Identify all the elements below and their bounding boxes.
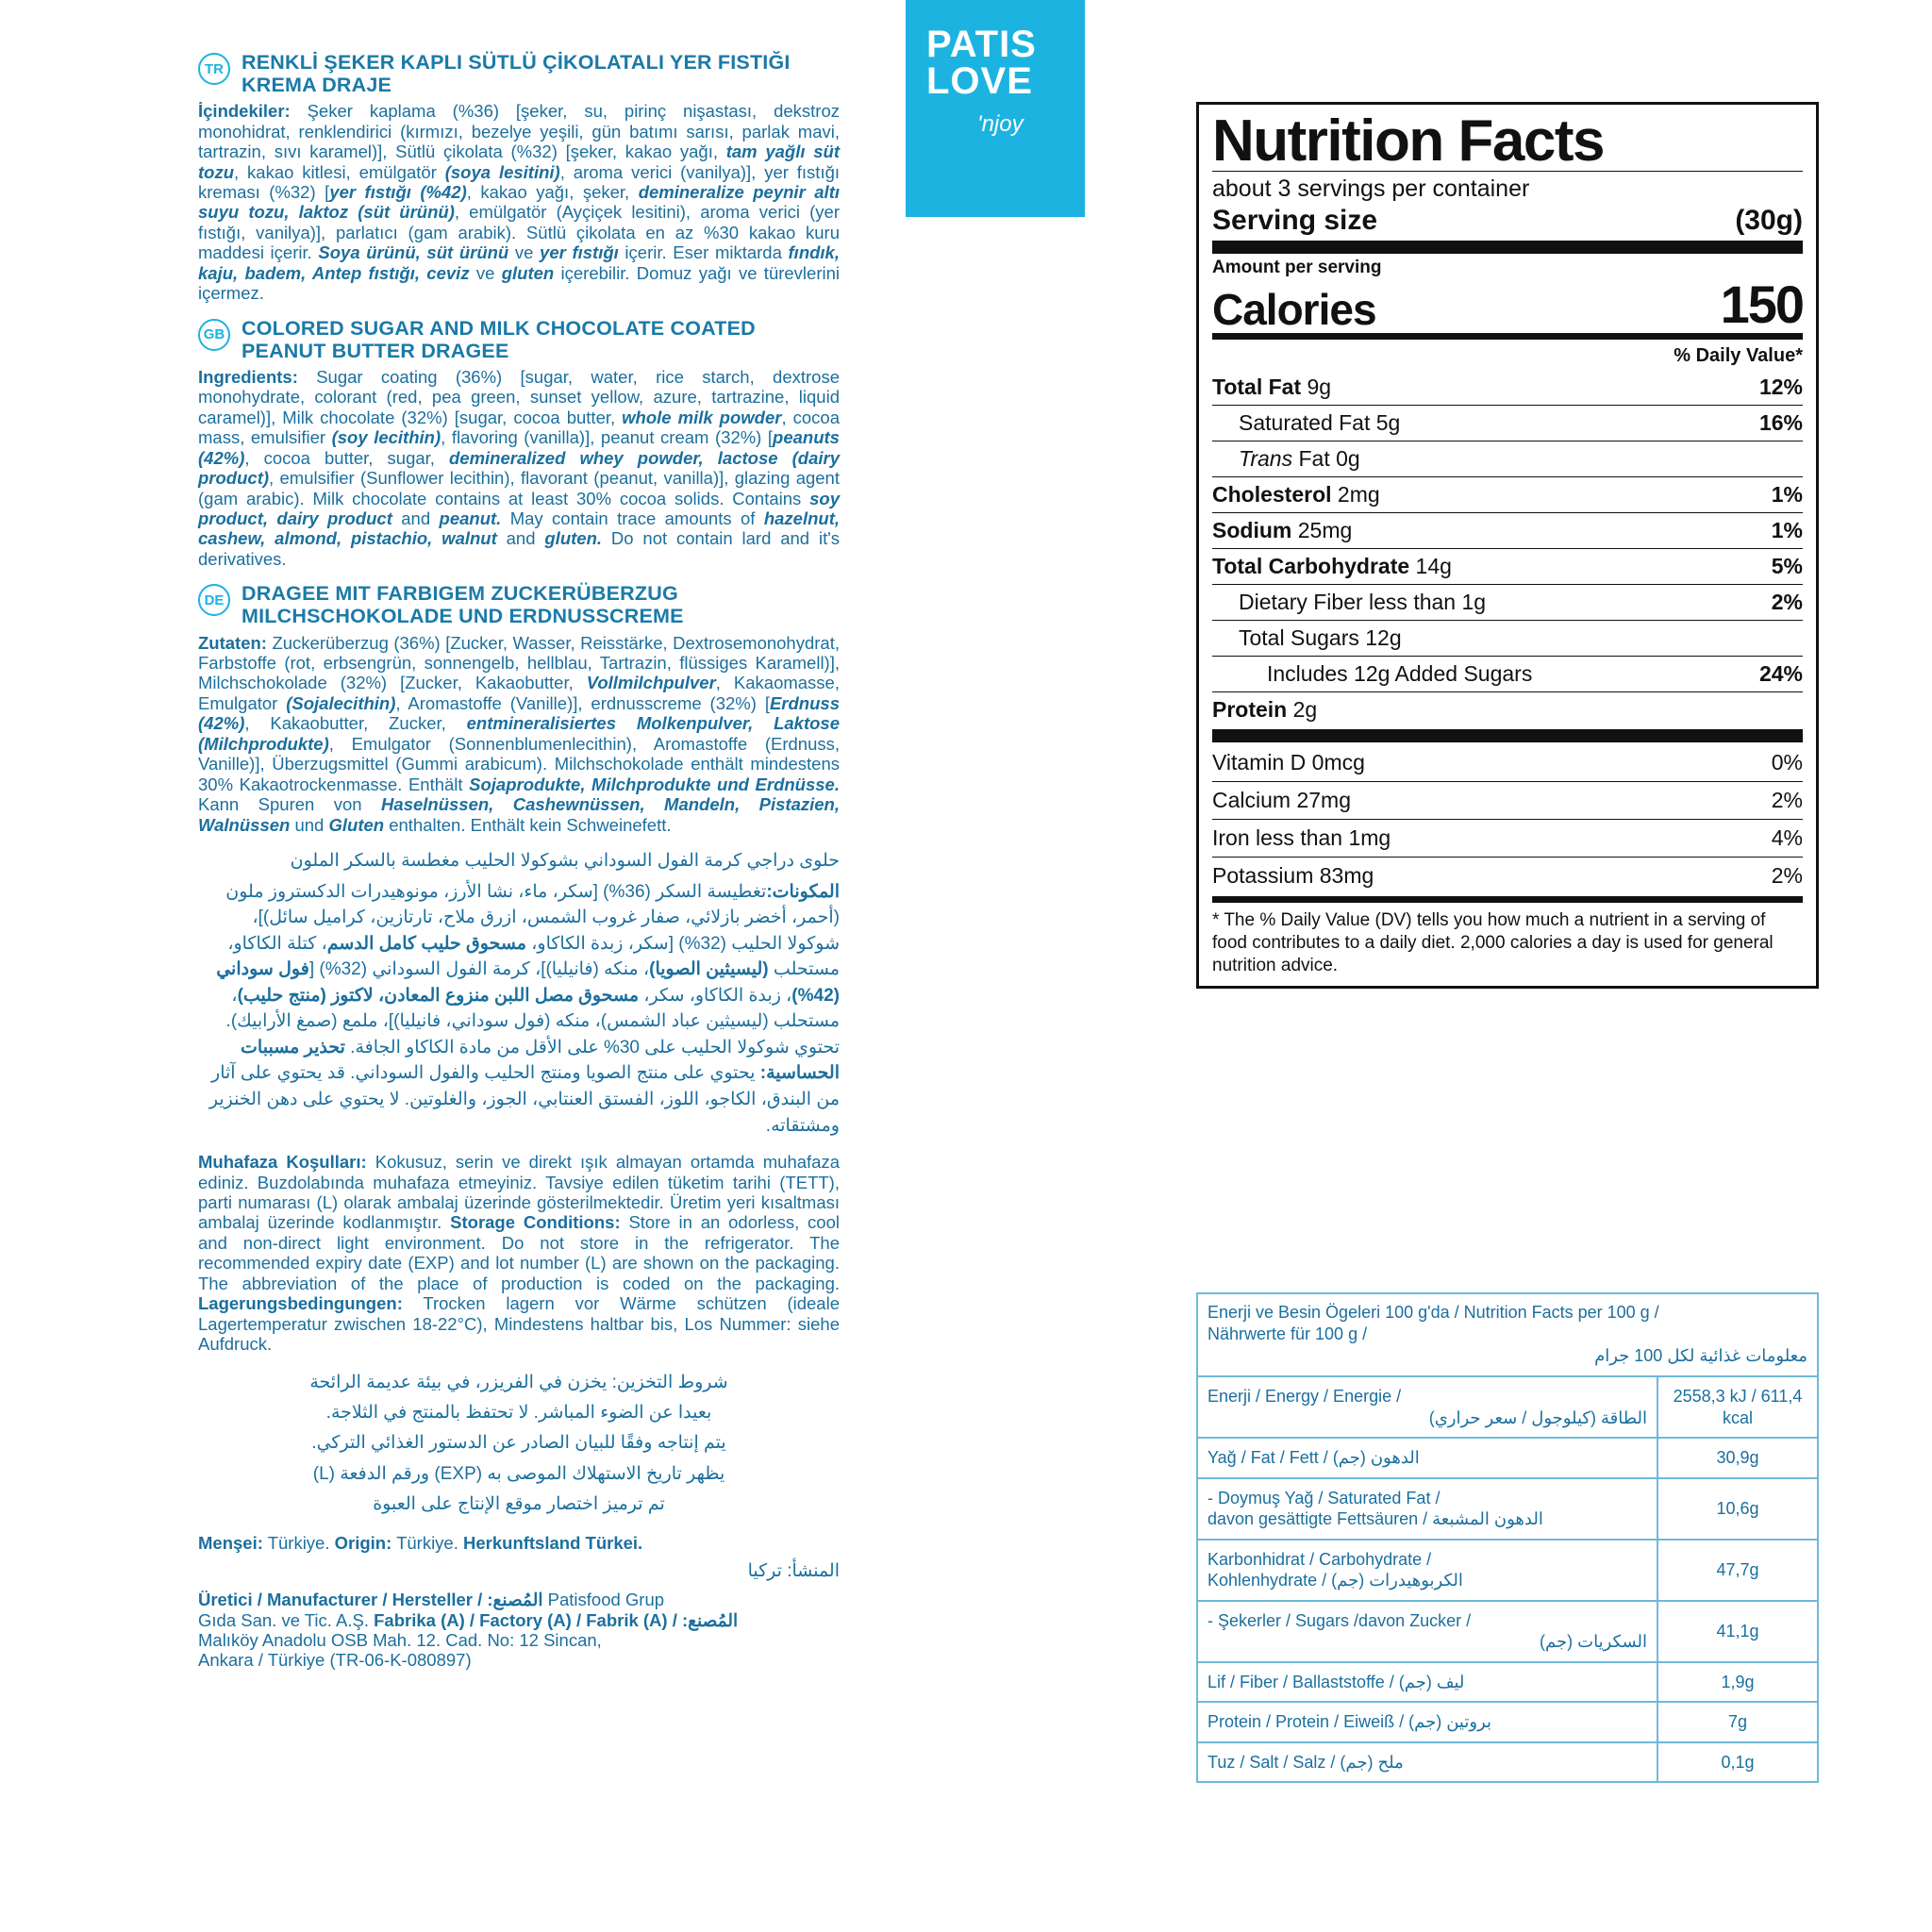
- servings-per-container: about 3 servings per container: [1212, 175, 1530, 202]
- nutrient-value-cell: 41,1g: [1657, 1602, 1817, 1661]
- table-row: [1198, 1602, 1817, 1663]
- storage-ar-line-0: شروط التخزين: يخزن في الفريزر، في بيئة عديمة الرائحة: [309, 1372, 728, 1392]
- nutrient-value-cell: 30,9g: [1657, 1439, 1817, 1477]
- table-row: [1198, 1479, 1817, 1541]
- nutrient-dv: 24%: [1758, 661, 1803, 686]
- vitamin-label: Iron less than 1mg: [1212, 825, 1391, 850]
- language-block-de: [198, 582, 840, 627]
- nutrient-row: Protein 2g: [1212, 691, 1803, 727]
- nutrient-name-line-2: الطاقة (كيلوجول / سعر حراري): [1428, 1407, 1647, 1427]
- table-row: [1198, 1703, 1817, 1743]
- daily-value-header: % Daily Value*: [1674, 345, 1803, 366]
- per-100g-header-line-2: Nährwerte für 100 g /: [1208, 1324, 1368, 1344]
- nutrient-name-cell: [1198, 1377, 1657, 1437]
- nutrient-name-cell: [1198, 1541, 1657, 1600]
- origin-text-ar: المنشأ: تركيا: [747, 1560, 840, 1581]
- brand-line-2: LOVE: [926, 60, 1033, 103]
- language-block-gb: [198, 317, 840, 362]
- storage-ar-line-4: تم ترميز اختصار موقع الإنتاج على العبوة: [373, 1493, 665, 1514]
- ingredients-text-gb: Ingredients: Sugar coating (36%) [sugar, water, rice starch, dextrose monohydrate, colorant (red, pea green, sunset yellow, azure, tartrazine, liquid caramel)], Milk chocolate (32%) [sugar, cocoa butter, whole milk powder, cocoa mass, emulsifier (soy lecithin), flavoring (vanilla)], peanut cream (32%) [peanuts (42%), cocoa butter, sugar, demineralized whey powder, lactose (dairy product), emulsifier (Sunflower lecithin), flavorant (peanut, vanilla)], glazing agent (gam arabic). Milk chocolate contains at least 30% cocoa solids. Contains soy product, dairy product and peanut. May contain trace amounts of hazelnut, cashew, almond, pistachio, walnut and gluten. Do not contain lard and it's derivatives.: [198, 366, 840, 569]
- nutrient-label: Total Sugars 12g: [1239, 625, 1402, 650]
- nutrient-value-cell: 47,7g: [1657, 1541, 1817, 1600]
- nutrient-name-line-1: Tuz / Salt / Salz / ملح (جم): [1208, 1752, 1404, 1772]
- serving-size-label: Serving size: [1212, 205, 1378, 236]
- storage-ar-line-1: بعيدا عن الضوء المباشر. لا تحتفظ بالمنتج في الثلاجة.: [325, 1402, 712, 1423]
- nutrient-name-line-1: - Şekerler / Sugars /davon Zucker /: [1208, 1610, 1472, 1630]
- nutrient-row: Total Carbohydrate 14g 5%: [1212, 548, 1803, 584]
- nutrient-name-cell: [1198, 1663, 1657, 1702]
- nutrient-dv: 5%: [1771, 554, 1803, 578]
- nutrient-name-cell: [1198, 1703, 1657, 1741]
- amount-per-serving-label: Amount per serving: [1212, 258, 1382, 277]
- nutrient-value-cell: 0,1g: [1657, 1743, 1817, 1782]
- serving-size-value: (30g): [1735, 205, 1803, 236]
- table-row: [1198, 1743, 1817, 1782]
- vitamin-dv: 2%: [1771, 863, 1803, 888]
- nutrient-dv: 1%: [1771, 482, 1803, 507]
- nutrient-name-line-1: Yağ / Fat / Fett / (جم) الدهون: [1208, 1448, 1420, 1468]
- nutrient-name-line-2: السكريات (جم): [1540, 1632, 1647, 1652]
- nutrient-name-line-1: Lif / Fiber / Ballaststoffe / ليف (جم): [1208, 1672, 1465, 1691]
- product-title-de: DRAGEE MIT FARBIGEM ZUCKERÜBERZUG MILCHSCHOKOLADE UND ERDNUSSCREME: [242, 582, 684, 628]
- vitamin-row: [1212, 857, 1803, 894]
- nutrient-row: Cholesterol 2mg 1%: [1212, 476, 1803, 512]
- table-row: [1198, 1439, 1817, 1479]
- nutrient-row: Sodium 25mg 1%: [1212, 512, 1803, 548]
- nutrient-row: Trans Fat 0g: [1212, 441, 1803, 476]
- ingredients-text-ar: المكونات:تغطيسة السكر (36%) [سكر، ماء، نشا الأرز، مونوهيدرات الدكستروز ملون (أحمر، أخضر بازلائي، صفار غروب الشمس، ازرق ملاح، تارتازين، كراميل سائل)]، شوكولا الحليب (32%) [سكر، زبدة الكاكاو، مسحوق حليب كامل الدسم، كتلة الكاكاو، مستحلب (ليسيثين الصويا)، منكه (فانيليا)]، كرمة الفول السوداني (32%) [فول سوداني (42%)، زبدة الكاكاو، سكر، مسحوق مصل اللبن منزوع المعادن، لاكتوز (منتج حليب)، مستحلب (ليسيثين عباد الشمس)، منكه (فول سوداني، فانيليا)]، ملمع (صمغ الأرابيك). تحتوي شوكولا الحليب على 30% على الأقل من مادة الكاكاو الجافة. تحذير مسببات الحساسية: يحتوي على منتج الصويا ومنتج الحليب والفول السوداني. قد يحتوي على آثار من البندق، الكاجو، اللوز، الفستق العنتابي، الجوز، والغلوتين. لا يحتوي على دهن الخنزير ومشتقاته.: [208, 881, 840, 1136]
- per-100g-table-header: [1198, 1294, 1817, 1377]
- brand-line-1: PATIS: [926, 24, 1037, 65]
- nutrient-dv: 1%: [1771, 518, 1803, 542]
- brand-tagline: 'njoy: [977, 111, 1024, 138]
- nutrient-value-cell: 7g: [1657, 1703, 1817, 1741]
- serving-size-row: [1212, 205, 1803, 237]
- vitamin-row: [1212, 819, 1803, 857]
- nutrient-label: Includes 12g Added Sugars: [1267, 661, 1533, 686]
- origin-text: Menşei: Türkiye. Origin: Türkiye. Herkunftsland Türkei.: [198, 1533, 643, 1554]
- ingredients-column: [198, 43, 840, 1671]
- nutrition-facts-title: Nutrition Facts: [1212, 108, 1604, 174]
- vitamin-dv: 0%: [1771, 750, 1803, 774]
- storage-conditions-text: Muhafaza Koşulları: Kokusuz, serin ve direkt ışık almayan ortamda muhafaza ediniz. Buzdolabında muhafaza etmeyiniz. Tavsiye edilen tüketim tarihi (TETT), parti numarası (L) olarak ambalaj üzerinde gösterilmektedir. Üretim yeri kısaltması ambalaj üzerinde kodlanmıştır. Storage Conditions: Store in an odorless, cool and non-direct light environment. Do not store in the refrigerator. The recommended expiry date (EXP) and lot number (L) are shown on the packaging. The abbreviation of the place of production is coded on the packaging. Lagerungsbedingungen: Trocken lagern vor Wärme schützen (ideale Lagertemperatur zwischen 18-22°C), Mindestens haltbar bis, Los Nummer: siehe Aufdruck.: [198, 1152, 840, 1355]
- calories-row: [1212, 275, 1803, 334]
- nutrient-row: [1212, 656, 1803, 691]
- nutrient-name-line-1: Enerji / Energy / Energie /: [1208, 1387, 1402, 1407]
- vitamin-rows: [1212, 744, 1803, 894]
- nutrient-value-cell: 1,9g: [1657, 1663, 1817, 1702]
- manufacturer-line-2: Gıda San. ve Tic. A.Ş. Fabrika (A) / Factory (A) / Fabrik (A) / المُصنع:: [198, 1609, 739, 1630]
- manufacturer-line-1: Üretici / Manufacturer / Hersteller / المُصنع: Patisfood Grup: [198, 1590, 665, 1610]
- language-badge-de: DE: [198, 584, 230, 616]
- language-block-tr: [198, 51, 840, 96]
- product-title-ar: حلوى دراجي كرمة الفول السوداني بشوكولا الحليب مغطسة بالسكر الملون: [290, 851, 840, 872]
- storage-ar-line-3: يظهر تاريخ الاستهلاك الموصى به (EXP) ورقم الدفعة (L): [312, 1463, 725, 1484]
- nutrient-dv: 16%: [1758, 410, 1803, 435]
- nutrient-label: Dietary Fiber less than 1g: [1239, 590, 1487, 614]
- vitamin-label: Calcium 27mg: [1212, 788, 1351, 812]
- vitamin-dv: 2%: [1771, 788, 1803, 812]
- language-badge-gb: GB: [198, 319, 230, 351]
- ingredients-text-de: Zutaten: Zuckerüberzug (36%) [Zucker, Wasser, Reisstärke, Dextrosemonohydrat, Farbstoffe (rot, erbsengrün, sonnengelb, hellblau, Tartrazin, flüssiges Karamell)], Milchschokolade (32%) [Zucker, Kakaobutter, Vollmilchpulver, Kakaomasse, Emulgator (Sojalecithin), Aromastoffe (Vanille)], erdnusscreme (32%) [Erdnuss (42%), Kakaobutter, Zucker, entmineralisiertes Molkenpulver, Laktose (Milchprodukte), Emulgator (Sonnenblumenlecithin), Aromastoffe (Erdnuss, Vanille)], Überzugsmittel (Gummi arabicum). Milchschokolade enthält mindestens 30% Kakaotrockenmasse. Enthält Sojaprodukte, Milchprodukte und Erdnüsse. Kann Spuren von Haselnüssen, Cashewnüssen, Mandeln, Pistazien, Walnüssen und Gluten enthalten. Enthält kein Schweinefett.: [198, 632, 841, 835]
- storage-ar-line-2: يتم إنتاجه وفقًا للبيان الصادر عن الدستور الغذائي التركي.: [311, 1433, 726, 1454]
- nutrient-dv: 12%: [1758, 375, 1803, 399]
- nutrient-label: Saturated Fat 5g: [1239, 410, 1401, 435]
- nutrition-facts-panel: [1196, 102, 1819, 989]
- per-100g-header-line-1: Enerji ve Besin Ögeleri 100 g'da / Nutrition Facts per 100 g /: [1208, 1303, 1659, 1322]
- table-row: [1198, 1541, 1817, 1602]
- manufacturer-block: [198, 1590, 840, 1671]
- nutrient-dv: 2%: [1771, 590, 1803, 614]
- nutrient-name-line-1: - Doymuş Yağ / Saturated Fat /: [1208, 1488, 1441, 1507]
- product-title-tr: RENKLİ ŞEKER KAPLI SÜTLÜ ÇİKOLATALI YER FISTIĞI KREMA DRAJE: [242, 51, 791, 97]
- per-100g-header-line-3-ar: معلومات غذائية لكل 100 جرام: [1594, 1346, 1807, 1366]
- manufacturer-line-3: Malıköy Anadolu OSB Mah. 12. Cad. No: 12 Sincan,: [198, 1630, 602, 1650]
- product-title-gb: COLORED SUGAR AND MILK CHOCOLATE COATED PEANUT BUTTER DRAGEE: [242, 316, 756, 362]
- calories-label: Calories: [1212, 285, 1376, 334]
- nutrient-name-line-1: Protein / Protein / Eiweiß / بروتين (جم): [1208, 1712, 1491, 1732]
- nutrient-name-cell: [1198, 1602, 1657, 1661]
- ingredients-text-tr: İçindekiler: Şeker kaplama (%36) [şeker, su, pirinç nişastası, dekstroz monohidrat, renklendirici (kırmızı, bezelye yeşili, gün batımı sarısı, parlak mavi, tartrazin, sıvı karamel)], Sütlü çikolata (%32) [şeker, kakao yağı, tam yağlı süt tozu, kakao kitlesi, emülgatör (soya lesitini), aroma verici (vanilya)], yer fıstığı kreması (%32) [yer fıstığı (%42), kakao yağı, şeker, demineralize peynir altı suyu tozu, laktoz (süt ürünü), emülgatör (Ayçiçek lesitini), aroma verici (yer fıstığı, vanilya)], parlatıcı (gam arabik). Sütlü çikolata en az %30 kakao kuru maddesi içerir. Soya ürünü, süt ürünü ve yer fıstığı içerir. Eser miktarda fındık, kaju, badem, Antep fıstığı, ceviz ve gluten içerebilir. Domuz yağı ve türevlerini içermez.: [198, 101, 841, 304]
- calories-value: 150: [1720, 275, 1803, 334]
- vitamin-row: [1212, 744, 1803, 781]
- language-badge-tr: TR: [198, 53, 230, 85]
- nutrient-value-cell: 2558,3 kJ / 611,4 kcal: [1657, 1377, 1817, 1437]
- vitamin-row: [1212, 781, 1803, 819]
- brand-logo: [906, 0, 1085, 217]
- nutrient-row: [1212, 584, 1803, 620]
- nutrient-name-cell: [1198, 1743, 1657, 1782]
- vitamin-dv: 4%: [1771, 825, 1803, 850]
- per-100g-table: [1196, 1292, 1819, 1783]
- nutrient-name-line-2: davon gesättigte Fettsäuren / الدهون المشبعة: [1208, 1509, 1543, 1529]
- nutrient-name-cell: [1198, 1439, 1657, 1477]
- nutrient-row: Total Fat 9g 12%: [1212, 375, 1803, 399]
- nutrient-name-line-1: Karbonhidrat / Carbohydrate /: [1208, 1549, 1432, 1569]
- storage-conditions-ar: [198, 1368, 840, 1520]
- vitamin-label: Potassium 83mg: [1212, 863, 1374, 888]
- nutrient-row: [1212, 405, 1803, 441]
- table-row: [1198, 1663, 1817, 1704]
- nutrient-value-cell: 10,6g: [1657, 1479, 1817, 1539]
- nutrient-row: [1212, 620, 1803, 656]
- nutrient-name-cell: [1198, 1479, 1657, 1539]
- vitamin-label: Vitamin D 0mcg: [1212, 750, 1365, 774]
- table-row: [1198, 1377, 1817, 1439]
- daily-value-footnote: * The % Daily Value (DV) tells you how much a nutrient in a serving of food contributes to a daily diet. 2,000 calories a day is used for general nutrition advice.: [1212, 896, 1803, 976]
- manufacturer-line-4: Ankara / Türkiye (TR-06-K-080897): [198, 1650, 472, 1671]
- nutrient-name-line-2: Kohlenhydrate / الكربوهيدرات (جم): [1208, 1571, 1463, 1591]
- nutrient-rows: [1212, 370, 1803, 727]
